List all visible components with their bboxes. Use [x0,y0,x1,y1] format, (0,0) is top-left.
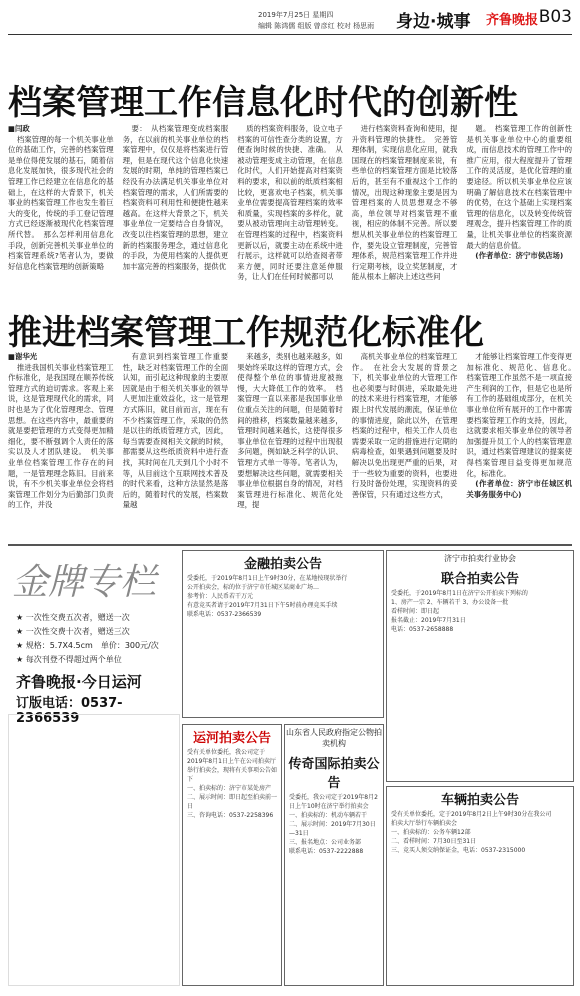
ad-body: 受委托，于2019年8月1日上午9时30分，在某地按现状举行 公开拍卖会，标的位于济宁市任城区某商业广场… 参考价：人民币若干万元 有意竞买者请于2019年7月31日下午5时前办理竞买手续 联系电话：0537-2366539 [187,575,348,618]
article2-text: 高机关事业单位的档案管理工作。 在社会大发展的背景之下，机关事业单位的大管理工作也必须要与时俱进，采取最先进的技术来进行档案管理，才能够跟上时代发展的潮流，保证单位的事情进度，除此以外，在管理档案的过程中，相关工作人员也需要采取一定的措施进行定期的病毒检查，如果遇到问题要及时解决以免出现更严重的后果，对于一些较为重要的资料，也要进行及时备份处理，实现资料的妥善保管，只有通过这些方式， [351,352,458,499]
article1-body [8,124,572,296]
ad-title: 联合拍卖公告 [440,572,519,587]
subscription-item: ★ 一次性交费五次者，赠送一次 [16,613,130,622]
article2-column [8,352,114,540]
article2-byline: ■谢华光 [8,352,38,361]
article1-byline: ■闫政 [8,124,30,133]
ad-org: 山东省人民政府指定公物拍卖机构 [286,728,382,748]
article2-title: 推进档案管理工作规范化标准化 [8,313,484,353]
article2-author: (作者单位：济宁市任城区机关事务服务中心) [466,479,572,499]
subscription-item: ★ 规格：5.7X4.5cm 单价：300元/次 [16,641,159,650]
article1-column [466,124,572,296]
article1-column [352,124,458,296]
classified-ads [8,544,572,994]
article1-column [123,124,229,296]
article1-text: 题。 档案管理工作的创新性是机关事业单位中心的重要组成，而信息技术的管理工作中的推广应用，很大程度提升了管理工作的灵活度，是优化管理的重要途径。所以机关事业单位应该明确了解信息技术在档案管理中的优势，在这个基础上实现档案管理的信息化，以及转变传统管理观念，提升档案管理工作的质量，让机关事业单位的档案资源最大的信息价值。 [466,124,572,250]
article1-column [8,124,114,296]
subscription-item: ★ 一次性交费十次者，赠送三次 [16,627,130,636]
article2-text: 有意识到档案管理工作重要性，缺乏对档案管理工作的全面认知，而引起这种现象的主要原因就是由于相关机关事业的领导人更加注重效益化，这一是管理方式陈旧，就目前而言，现在有不少档案管理工作，采取的仍然是以往的纸质管理方式，因此，每当需要查阅相关文献的时候，都需要从这些纸质资料中进行查找，其时间在几天到几个小时不等，从目前这个互联网技术普及的时代来看，这种方法显然是落后的，随着时代的发展，档案数量越 [122,352,229,510]
subscription-list [8,605,178,667]
blank-ad-space [8,714,180,986]
article1-title: 档案管理工作信息化时代的创新性 [8,83,518,123]
article2-text: 推进我国机关事业档案管理工作标准化，是我国现在顺养传统管理方式的迫切需求。客观上来说，这是管理现代化的需求，同时也是为了优化管理理念、管理思想。在这些内容中，最重要的就是要把管理的方式变得更加精细化，要不断强调个人责任的落实以及人才团队建设。 机关事业单位档案管理工作存在的问题，一是管理理念陈旧。目前来说，有不少机关事业单位会将档案管理工作划分为后勤部门负责的工作，并没 [8,362,114,510]
gold-column-ad [8,546,178,726]
subscription-brand: 齐鲁晚报·今日运河 [16,673,142,691]
page-number: B03 [538,7,572,27]
auction-ad-joint [386,550,574,782]
article2-column [123,352,229,540]
editor-credits: 编辑 陈鸿儒 组版 曾彦红 校对 杨思雨 [258,22,375,30]
article2-column [237,352,343,540]
article1-author: (作者单位：济宁市侯店场) [475,251,564,261]
ad-body: 受有关单位委托，定于2019年8月2日上午9时30分在我公司 拍卖大厅举行车辆拍卖会 一、拍卖标的：公务车辆12部 二、看样时间：7月30日至31日 三、竞买人须交纳保证金，电话：0537-2315000 [391,811,552,854]
auction-ad-finance [182,550,384,718]
article1-text: 进行档案资料查询和使用，提升资料管理的快捷性。 完善管理体制，实现信息化应用，就我国现在的档案管理制度来说，有些单位的档案管理方面是比较落后的，甚至有不重视这个工作的情况，出现这种现象主要是因为管理档案的人员思想观念不够高，单位领导对档案管理不重视，相应的体制不完善。所以要想从机关事业单位的档案管理工作，要先设立管理制度，完善管理体系，规范档案管理工作并进行定期考核，设立奖惩制度，才能从根本上解决上述这些问 [351,124,458,282]
article2-column [466,352,580,540]
section-name: 身边·城事 [396,12,471,32]
auction-ad-chuanqi [284,724,384,986]
issue-date: 2019年7月25日 星期四 [258,11,334,19]
ad-body: 受有关单位委托，我公司定于2019年8月1日上午在公司拍卖厅 举行拍卖会，现将有关事项公告如下 一、拍卖标的：济宁市某处房产 二、展示时间：即日起至拍卖前一日 三、咨询电话：0537-2258396 [187,749,278,819]
newspaper-logo: 齐鲁晚报 [486,13,539,28]
ad-title: 金融拍卖公告 [243,557,322,572]
page-header [8,4,572,35]
auction-ad-yunhe [182,724,282,986]
gold-column-banner: 金牌专栏 [12,562,157,603]
article2-column [352,352,458,540]
ad-title: 车辆拍卖公告 [440,793,519,808]
subscription-item: ★ 每次刊登不得超过两个单位 [16,655,122,664]
auction-ad-vehicle [386,786,574,986]
ad-body: 受委托，于2019年8月1日在济宁公开拍卖下列标的 1、房产一宗 2、车辆若干 3、办公设备一批 看样时间：即日起 报名截止：2019年7月31日 电话：0537-2658888 [391,590,528,633]
article2-text: 才能够让档案管理工作变得更加标准化、规范化、信息化。 档案管理工作虽然不是一项直接产生利润的工作，但是它也是所有工作的基础组成部分，在机关事业单位所有展开的工作中都需要档案管理工作的支持，因此，这就要求相关事业单位的领导者加强提升员工个人的档案管理意识，通过档案管理建议的提案使得档案管理目益变得更加规范化，标准化。 [466,352,580,478]
subscription-phone: 订版电话：0537-2366539 [16,696,123,726]
ad-title: 运河拍卖公告 [192,731,271,746]
ad-title: 传奇国际拍卖公告 [288,757,380,791]
article1-text: 档案管理的每一个机关事业单位的基础工作，完善的档案管理是单位得使发展的基石，随着信息化发展加快，很多现代社会的管理工作已经建立在信息化的基础上，在这样的大背景下，机关事业的档案管理工作也发生着巨大的变化，传统的手工登记管理方式已经逐渐被现代化档案管理所代替。 那么怎样利用信息化手段，创新完善机关事业单位的档案管理系统?笔者认为，要做好信息化档案管理的创新策略 [8,134,114,271]
article2-body [8,352,580,540]
article2-text: 来越多，类别也越来越多，如果始终采取这样的管理方式，会使得整个单位的事情进度被拖慢，大大降低工作的效率。 档案管理一直以来都是我国事业单位重点关注的问题，但是随着时间的推移，档案数量越来越多，管理时间越来越长，这使得很多事业单位在管理的过程中出现很多问题，例如缺乏科学的认识、管理方式单一等等。笔者认为，要想解决这些问题，就需要相关事业单位根据自身的情况，对档案管理进行标准化、规范化处理，提 [237,352,343,510]
ad-body: 受委托，我公司定于2019年8月2日上午10时在济宁举行拍卖会 一、拍卖标的：机动车辆若干 二、展示时间：2019年7月30日—31日 三、报名地点：公司业务部 联系电话：0537-2222888 [289,794,378,855]
article1-text: 要： 从档案管理变成档案服务，在以前的机关事业单位的档案管理中，仅仅是将档案进行管理，但是在现代这个信息化快速发展的时期，单纯的管理档案已经没有办法满足机关事业单位对档案管理的需求，人们所需要的档案资料可利用性和便捷性越来越高。在这样大背景之下，机关事业单位一定要结合自身情况，改变以往档案管理的思想，建立新的档案服务理念，通过信息化的手段，为使用档案的人提供更加丰富完善的档案服务，提供优 [122,124,229,271]
article1-text: 质的档案资料服务，设立电子档案的可信性查分类的设置，方便查询时候的快捷、准确。 从被动管理变成主动管理，在信息化时代，人们开始提高对档案资料的要求，和以前的纸质档案相比较，更喜欢电子档案，机关事业单位需要提高管理档案的效率和质量，实现档案的多样化，就要从被动管理向主动管理转变。在管理档案的过程中，档案资料更新以后，就要主动在系统中进行展示，这样就可以给查阅者带来方便，同时还要注意延伸服务，让人们在任何时候都可以 [237,124,343,282]
ad-org: 济宁市拍卖行业协会 [444,554,516,563]
article1-column [237,124,343,296]
